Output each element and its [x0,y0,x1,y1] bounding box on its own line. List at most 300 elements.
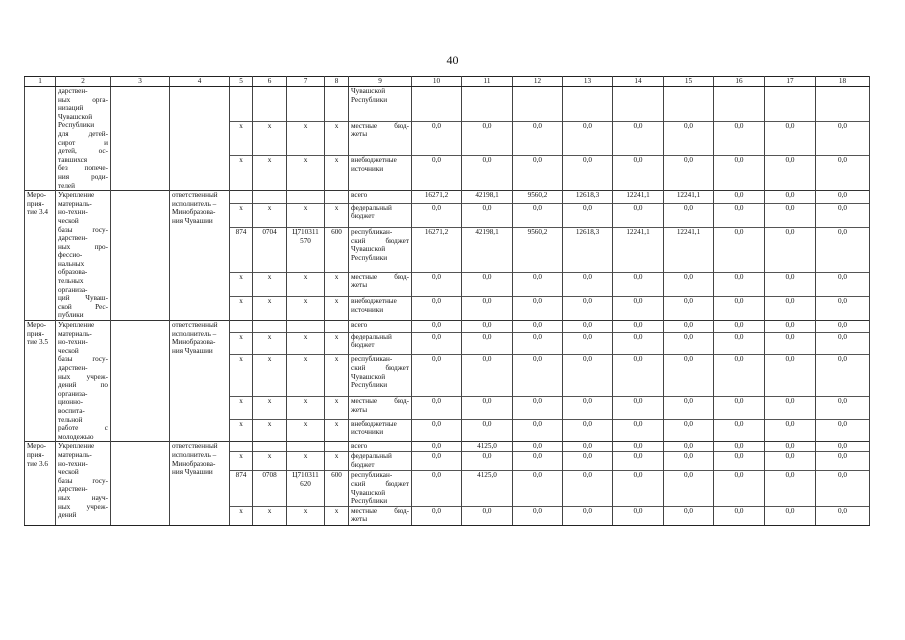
amount-cell: 0,0 [563,442,613,452]
amount-cell: 0,0 [563,506,613,525]
program-cell [111,321,170,442]
measure-name-line: ческой [58,216,79,225]
amount-cell: 0,0 [714,227,765,272]
measure-label [25,321,56,442]
budget-code-cell [325,296,349,320]
executor-line: ответственный [172,442,218,451]
funding-source-line: ский бюджет [351,363,409,372]
executor-line: ния Чувашии [172,346,213,355]
budget-code-cell [253,452,287,471]
funding-source-line: жеты [351,281,368,290]
funding-source-line: Чувашской [351,245,386,254]
amount-cell: 0,0 [765,332,816,355]
executor-line: ния Чувашии [172,216,213,225]
amount-cell: 0,0 [613,272,664,296]
amount-cell [513,87,563,122]
executor-line: Минобразова- [172,459,216,468]
amount-cell: 0,0 [412,442,462,452]
budget-code-cell [230,506,253,525]
measure-name [56,321,111,442]
amount-cell [714,87,765,122]
funding-source-line: источники [351,165,384,173]
column-header: 18 [816,77,870,87]
amount-cell: 0,0 [664,442,714,452]
amount-cell [765,87,816,122]
measure-name-line: материаль- [58,450,92,459]
budget-code-cell [230,471,253,506]
amount-cell: 0,0 [714,397,765,420]
column-header: 9 [349,77,412,87]
measure-name-line: тельной [58,415,83,424]
amount-cell: 0,0 [462,332,513,355]
budget-code-text: 600 [331,227,342,236]
column-header: 5 [230,77,253,87]
executor [170,321,230,442]
budget-code-cell [325,419,349,442]
column-header: 4 [170,77,230,87]
budget-code-text: x [239,332,243,341]
budget-code-cell [253,227,287,272]
budget-code-text: x [267,397,272,406]
budget-code-text: x [267,296,272,305]
amount-cell: 0,0 [816,296,870,320]
amount-cell: 0,0 [765,156,816,191]
funding-source-line: жеты [351,515,368,524]
budget-code-cell [325,272,349,296]
amount-cell: 0,0 [816,355,870,397]
amount-cell: 0,0 [613,203,664,227]
amount-cell: 0,0 [765,272,816,296]
amount-cell: 0,0 [563,452,613,471]
amount-cell: 0,0 [714,321,765,333]
funding-source-line: внебюджетные [351,419,397,428]
budget-code-text: 0704 [262,227,277,236]
budget-code-text: x [239,156,243,165]
measure-name-line: низаций [58,104,84,113]
amount-cell: 0,0 [714,272,765,296]
amount-cell: 0,0 [563,121,613,156]
budget-code-cell [230,191,253,204]
page-number: 40 [446,53,459,67]
executor [170,191,230,321]
measure-name-line: тавшихся [58,155,88,164]
amount-cell [613,87,664,122]
budget-code-cell [287,419,325,442]
amount-cell: 0,0 [714,332,765,355]
amount-cell: 0,0 [765,321,816,333]
budget-code-text: x [239,506,243,515]
budget-code-text: x [239,397,243,406]
amount-cell: 0,0 [765,203,816,227]
budget-code-cell [253,471,287,506]
measure-name-line: ния роди- [58,172,108,181]
budget-code-cell [287,506,325,525]
amount-cell: 0,0 [664,452,714,471]
amount-cell: 0,0 [462,321,513,333]
budget-code-cell [325,452,349,471]
budget-code-cell [230,452,253,471]
measure-label [25,442,56,525]
amount-cell: 0,0 [613,452,664,471]
column-header: 3 [111,77,170,87]
amount-cell: 0,0 [664,419,714,442]
column-header: 13 [563,77,613,87]
column-header: 17 [765,77,816,87]
amount-cell: 0,0 [765,397,816,420]
funding-source [349,272,412,296]
funding-source-line: местные бюд- [351,121,409,130]
budget-code-text: x [267,355,272,364]
amount-cell: 0,0 [513,156,563,191]
amount-cell: 0,0 [513,332,563,355]
funding-source [349,452,412,471]
amount-cell: 0,0 [462,397,513,420]
measure-name-line: материаль- [58,329,92,338]
measure-name-line: ных орга- [58,95,108,104]
measure-name-line: публики [58,311,84,320]
amount-cell: 4125,0 [462,442,513,452]
budget-code-text: x [239,452,243,461]
funding-source-line: ский бюджет [351,236,409,245]
funding-source-line: ский бюджет [351,479,409,488]
measure-name-line: Укрепление [58,442,95,451]
amount-cell: 0,0 [714,452,765,471]
amount-cell: 0,0 [816,121,870,156]
budget-code-text: x [267,156,272,165]
funding-source [349,397,412,420]
measure-name-line: ных науч- [58,493,108,502]
measure-name-line: ных про- [58,242,108,251]
budget-code-text: x [267,419,272,428]
funding-source-line: Чувашской [351,488,386,497]
funding-source [349,156,412,191]
amount-cell: 0,0 [664,203,714,227]
measure-name-line: организа- [58,389,88,398]
budget-code-cell [325,506,349,525]
amount-cell: 0,0 [714,203,765,227]
amount-cell: 0,0 [513,471,563,506]
funding-source [349,355,412,397]
executor [170,442,230,525]
amount-cell: 0,0 [816,332,870,355]
budget-code-cell [287,191,325,204]
amount-cell: 0,0 [412,355,462,397]
budget-code-text: 570 [300,236,311,245]
budget-code-text: x [267,272,272,281]
measure-name-line: нальных [58,259,85,268]
budget-code-cell [325,191,349,204]
budget-code-text: x [303,332,308,341]
budget-code-text: x [303,397,308,406]
budget-code-text: x [334,296,339,305]
budget-code-text: x [303,355,308,364]
amount-cell: 0,0 [714,296,765,320]
program-cell [111,191,170,321]
budget-code-cell [325,321,349,333]
amount-cell: 0,0 [765,442,816,452]
funding-source-line: всего [351,191,368,200]
measure-name-line: работе с [58,424,108,433]
budget-code-text: Ц710311 [292,471,319,480]
measure-name-line: базы госу- [58,476,108,485]
executor-line: исполнитель – [172,329,217,338]
budget-code-text: x [267,332,272,341]
funding-source-line: Чувашской [351,372,386,381]
amount-cell: 0,0 [563,156,613,191]
executor-line: ответственный [172,321,218,330]
amount-cell: 0,0 [816,191,870,204]
budget-code-cell [287,452,325,471]
amount-cell: 0,0 [714,156,765,191]
measure-name-line: организа- [58,285,88,294]
budget-code-cell [287,355,325,397]
amount-cell: 16271,2 [412,191,462,204]
amount-cell: 0,0 [462,355,513,397]
funding-source-line: республикан- [351,471,393,480]
amount-cell: 0,0 [664,296,714,320]
measure-name-line: телей [58,181,75,190]
amount-cell: 0,0 [714,419,765,442]
measure-name-line: Республики [58,121,95,130]
measure-label-line: Меро- [27,321,47,330]
amount-cell: 0,0 [412,506,462,525]
column-header: 10 [412,77,462,87]
amount-cell: 0,0 [816,156,870,191]
measure-name-line: дарствен- [58,364,88,372]
budget-code-text: 0708 [262,471,277,480]
funding-source [349,87,412,122]
budget-code-cell [325,355,349,397]
measure-name-line: дений [58,511,77,520]
budget-code-cell [253,203,287,227]
budget-code-text: x [239,272,243,281]
measure-name-line: ческой [58,468,79,477]
funding-source-line: бюджет [351,460,375,469]
funding-source-line: федеральный [351,203,392,212]
amount-cell: 0,0 [563,272,613,296]
amount-cell: 0,0 [513,506,563,525]
amount-cell: 0,0 [412,452,462,471]
funding-source [349,296,412,320]
budget-code-cell [325,227,349,272]
budget-code-cell [230,121,253,156]
budget-code-cell [230,296,253,320]
amount-cell: 0,0 [765,296,816,320]
funding-source-line: бюджет [351,212,375,221]
budget-code-cell [287,87,325,122]
amount-cell: 0,0 [412,156,462,191]
amount-cell: 0,0 [613,442,664,452]
amount-cell: 0,0 [613,355,664,397]
amount-cell [816,87,870,122]
budget-code-cell [230,203,253,227]
measure-label-line: тие 3.5 [27,338,48,347]
amount-cell: 0,0 [412,419,462,442]
amount-cell: 0,0 [613,121,664,156]
budget-code-cell [287,156,325,191]
measure-name-line: молодежью [58,432,94,441]
measure-label-line: Меро- [27,191,47,200]
amount-cell: 0,0 [765,355,816,397]
amount-cell: 12618,3 [563,227,613,272]
amount-cell: 0,0 [462,272,513,296]
amount-cell: 0,0 [714,442,765,452]
amount-cell: 0,0 [765,506,816,525]
funding-source-line: Чувашской [351,87,386,95]
amount-cell: 0,0 [816,442,870,452]
amount-cell: 0,0 [816,227,870,272]
measure-label-line: прия- [27,450,44,459]
program-cell [111,87,170,191]
amount-cell: 0,0 [816,397,870,420]
amount-cell: 0,0 [613,506,664,525]
amount-cell: 0,0 [765,227,816,272]
measure-name-line: Укрепление [58,191,95,200]
budget-code-cell [325,397,349,420]
budget-code-text: x [303,121,308,130]
budget-code-text: x [303,156,308,165]
amount-cell: 0,0 [513,419,563,442]
amount-cell: 0,0 [613,397,664,420]
amount-cell: 0,0 [462,156,513,191]
budget-code-cell [253,355,287,397]
executor-line: ответственный [172,191,218,200]
budget-code-cell [287,272,325,296]
funding-source [349,506,412,525]
amount-cell [412,87,462,122]
amount-cell: 0,0 [462,419,513,442]
budget-code-cell [287,203,325,227]
budget-code-text: x [267,452,272,461]
funding-source [349,121,412,156]
amount-cell: 16271,2 [412,227,462,272]
funding-source [349,471,412,506]
amount-cell: 0,0 [462,121,513,156]
budget-code-text: x [267,121,272,130]
measure-name-line: детей, ос- [58,147,108,156]
measure-label-line: Меро- [27,442,47,451]
amount-cell: 0,0 [765,419,816,442]
amount-cell: 0,0 [613,321,664,333]
column-header: 6 [253,77,287,87]
measure-name-line: дений по [58,381,108,390]
budget-code-text: x [334,419,339,428]
measure-name-line: Чувашской [58,112,93,121]
amount-cell: 0,0 [412,397,462,420]
amount-cell: 0,0 [412,471,462,506]
amount-cell: 9560,2 [513,227,563,272]
budget-code-cell [325,332,349,355]
budget-code-text: x [303,419,308,428]
budget-code-cell [253,121,287,156]
amount-cell: 0,0 [664,355,714,397]
measure-name [56,191,111,321]
funding-source-line: республикан- [351,355,393,364]
budget-code-text: x [303,452,308,461]
budget-code-cell [230,419,253,442]
budget-code-cell [253,191,287,204]
budget-code-cell [253,296,287,320]
funding-source [349,332,412,355]
budget-code-text: x [334,506,339,515]
amount-cell: 0,0 [765,121,816,156]
amount-cell: 0,0 [765,452,816,471]
funding-source-line: внебюджетные [351,156,397,165]
measure-name-line: без попече- [58,164,108,173]
budget-code-text: 600 [331,471,342,480]
amount-cell: 0,0 [412,321,462,333]
amount-cell: 0,0 [513,272,563,296]
amount-cell: 0,0 [513,355,563,397]
measure-label-line: прия- [27,199,44,208]
amount-cell: 0,0 [816,321,870,333]
measure-name-line: ской Рес- [58,302,108,311]
budget-code-text: x [303,296,308,305]
funding-source-line: источники [351,428,384,437]
column-header: 7 [287,77,325,87]
budget-code-cell [230,397,253,420]
measure-name [56,87,111,191]
funding-source-line: местные бюд- [351,272,409,281]
measure-name-line: но-техни- [58,459,88,468]
funding-source-line: всего [351,442,368,451]
budget-code-cell [287,121,325,156]
budget-code-cell [230,321,253,333]
amount-cell: 0,0 [412,296,462,320]
budget-table [24,76,870,526]
program-cell [111,442,170,525]
amount-cell: 0,0 [563,355,613,397]
measure-name-line: ческой [58,346,79,355]
budget-code-cell [287,296,325,320]
budget-code-cell [287,332,325,355]
funding-source-line: республикан- [351,227,393,236]
column-header: 15 [664,77,714,87]
budget-code-text: Ц710311 [292,227,319,236]
funding-source-line: Республики [351,95,388,104]
amount-cell: 0,0 [664,397,714,420]
amount-cell: 0,0 [462,506,513,525]
table-row [25,321,870,333]
amount-cell: 42198,1 [462,227,513,272]
amount-cell: 0,0 [765,471,816,506]
amount-cell: 0,0 [613,419,664,442]
amount-cell: 0,0 [613,296,664,320]
measure-name-line: тельных [58,277,84,286]
budget-code-text: x [334,452,339,461]
budget-code-cell [230,332,253,355]
budget-code-cell [325,471,349,506]
header-row [25,77,870,87]
amount-cell: 0,0 [714,471,765,506]
budget-code-text: x [239,296,243,305]
funding-source [349,227,412,272]
amount-cell: 0,0 [513,442,563,452]
executor-line: Минобразова- [172,338,216,347]
measure-label-line: тие 3.6 [27,459,48,468]
measure-name-line: дарствен- [58,87,88,95]
budget-code-cell [230,156,253,191]
amount-cell: 0,0 [563,296,613,320]
measure-name-line: воспита- [58,406,85,415]
budget-code-cell [230,227,253,272]
amount-cell: 0,0 [563,471,613,506]
budget-code-cell [325,203,349,227]
amount-cell: 0,0 [412,203,462,227]
measure-name-line: для детей- [58,129,108,138]
measure-name-line: ционно- [58,398,83,407]
measure-label-line: тие 3.4 [27,208,48,217]
